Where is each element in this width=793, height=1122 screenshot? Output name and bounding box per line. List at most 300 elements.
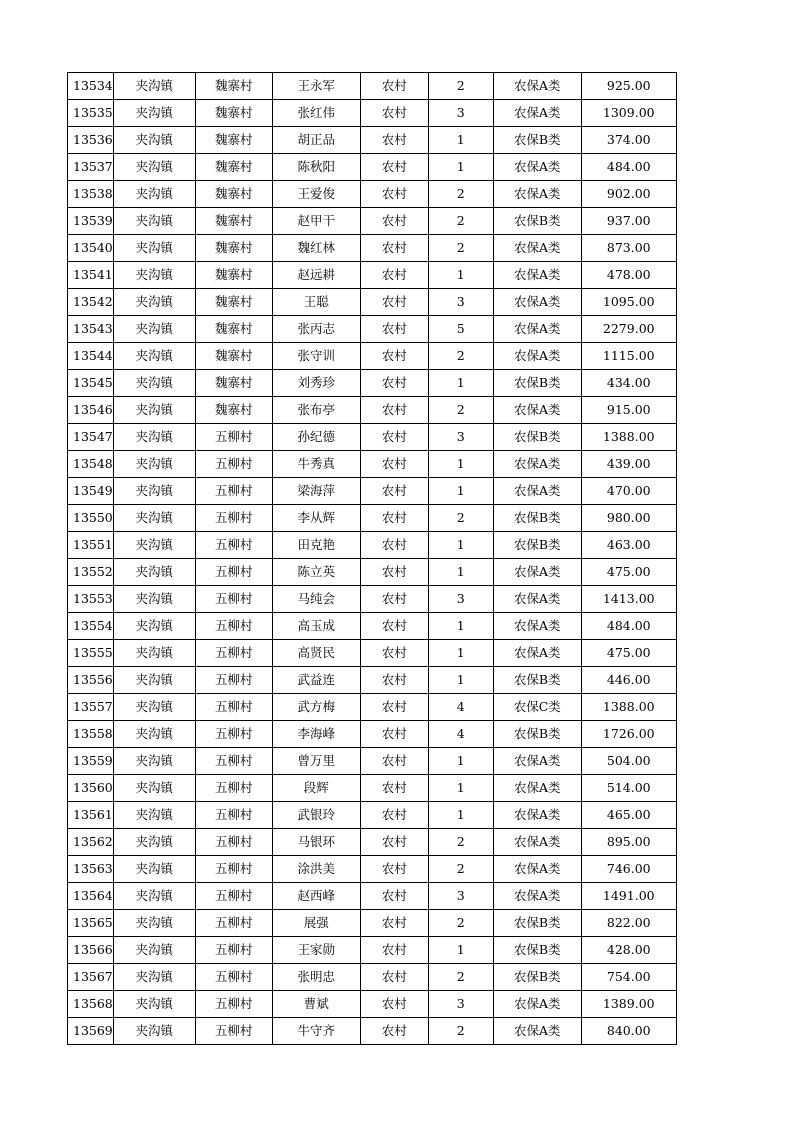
cell-town: 夹沟镇 <box>113 802 195 829</box>
cell-person-name: 李从辉 <box>272 505 360 532</box>
cell-person-name: 王聪 <box>272 289 360 316</box>
cell-person-name: 牛守齐 <box>272 1018 360 1045</box>
table-row <box>68 1018 677 1045</box>
cell-village: 五柳村 <box>195 586 272 613</box>
cell-record-id: 13546 <box>68 397 114 424</box>
cell-area-type: 农村 <box>360 532 428 559</box>
cell-person-name: 张丙志 <box>272 316 360 343</box>
cell-town: 夹沟镇 <box>113 451 195 478</box>
table-row <box>68 964 677 991</box>
table-row <box>68 478 677 505</box>
cell-household-count: 1 <box>428 775 493 802</box>
cell-household-count: 2 <box>428 829 493 856</box>
cell-village: 魏寨村 <box>195 370 272 397</box>
cell-insurance-category: 农保C类 <box>493 694 581 721</box>
cell-area-type: 农村 <box>360 100 428 127</box>
cell-household-count: 1 <box>428 370 493 397</box>
cell-area-type: 农村 <box>360 802 428 829</box>
cell-amount: 925.00 <box>581 73 676 100</box>
cell-village: 魏寨村 <box>195 397 272 424</box>
cell-household-count: 2 <box>428 910 493 937</box>
cell-amount: 754.00 <box>581 964 676 991</box>
cell-person-name: 涂洪美 <box>272 856 360 883</box>
cell-insurance-category: 农保A类 <box>493 154 581 181</box>
cell-amount: 1413.00 <box>581 586 676 613</box>
cell-person-name: 赵西峰 <box>272 883 360 910</box>
cell-person-name: 刘秀珍 <box>272 370 360 397</box>
cell-area-type: 农村 <box>360 991 428 1018</box>
cell-person-name: 田克艳 <box>272 532 360 559</box>
table-row <box>68 100 677 127</box>
cell-insurance-category: 农保B类 <box>493 667 581 694</box>
cell-village: 魏寨村 <box>195 316 272 343</box>
cell-area-type: 农村 <box>360 505 428 532</box>
cell-insurance-category: 农保A类 <box>493 235 581 262</box>
cell-insurance-category: 农保A类 <box>493 640 581 667</box>
cell-record-id: 13539 <box>68 208 114 235</box>
cell-town: 夹沟镇 <box>113 586 195 613</box>
cell-record-id: 13544 <box>68 343 114 370</box>
cell-amount: 822.00 <box>581 910 676 937</box>
table-row <box>68 208 677 235</box>
cell-household-count: 2 <box>428 964 493 991</box>
cell-village: 魏寨村 <box>195 208 272 235</box>
cell-village: 魏寨村 <box>195 262 272 289</box>
cell-household-count: 1 <box>428 937 493 964</box>
table-row <box>68 424 677 451</box>
cell-area-type: 农村 <box>360 748 428 775</box>
cell-record-id: 13557 <box>68 694 114 721</box>
cell-town: 夹沟镇 <box>113 235 195 262</box>
cell-person-name: 孙纪德 <box>272 424 360 451</box>
cell-person-name: 陈立英 <box>272 559 360 586</box>
cell-town: 夹沟镇 <box>113 505 195 532</box>
cell-household-count: 3 <box>428 586 493 613</box>
cell-village: 五柳村 <box>195 910 272 937</box>
cell-record-id: 13556 <box>68 667 114 694</box>
cell-person-name: 段辉 <box>272 775 360 802</box>
cell-area-type: 农村 <box>360 559 428 586</box>
cell-person-name: 张红伟 <box>272 100 360 127</box>
cell-insurance-category: 农保A类 <box>493 829 581 856</box>
cell-town: 夹沟镇 <box>113 316 195 343</box>
cell-household-count: 2 <box>428 343 493 370</box>
cell-insurance-category: 农保B类 <box>493 910 581 937</box>
cell-village: 魏寨村 <box>195 154 272 181</box>
cell-amount: 428.00 <box>581 937 676 964</box>
cell-amount: 1726.00 <box>581 721 676 748</box>
cell-record-id: 13552 <box>68 559 114 586</box>
cell-amount: 484.00 <box>581 154 676 181</box>
cell-record-id: 13550 <box>68 505 114 532</box>
cell-amount: 2279.00 <box>581 316 676 343</box>
cell-person-name: 赵甲干 <box>272 208 360 235</box>
table-row <box>68 856 677 883</box>
cell-amount: 475.00 <box>581 559 676 586</box>
cell-town: 夹沟镇 <box>113 1018 195 1045</box>
table-row <box>68 721 677 748</box>
cell-person-name: 王家勋 <box>272 937 360 964</box>
table-row <box>68 73 677 100</box>
cell-person-name: 武益连 <box>272 667 360 694</box>
cell-record-id: 13562 <box>68 829 114 856</box>
cell-area-type: 农村 <box>360 262 428 289</box>
cell-town: 夹沟镇 <box>113 910 195 937</box>
cell-record-id: 13547 <box>68 424 114 451</box>
cell-household-count: 2 <box>428 73 493 100</box>
cell-insurance-category: 农保A类 <box>493 748 581 775</box>
cell-record-id: 13537 <box>68 154 114 181</box>
cell-record-id: 13564 <box>68 883 114 910</box>
cell-area-type: 农村 <box>360 370 428 397</box>
cell-record-id: 13567 <box>68 964 114 991</box>
cell-village: 五柳村 <box>195 505 272 532</box>
cell-record-id: 13559 <box>68 748 114 775</box>
cell-village: 五柳村 <box>195 613 272 640</box>
cell-person-name: 高贤民 <box>272 640 360 667</box>
cell-record-id: 13548 <box>68 451 114 478</box>
cell-insurance-category: 农保B类 <box>493 505 581 532</box>
cell-village: 五柳村 <box>195 856 272 883</box>
cell-record-id: 13560 <box>68 775 114 802</box>
cell-insurance-category: 农保B类 <box>493 532 581 559</box>
cell-town: 夹沟镇 <box>113 694 195 721</box>
cell-insurance-category: 农保A类 <box>493 73 581 100</box>
cell-area-type: 农村 <box>360 964 428 991</box>
cell-town: 夹沟镇 <box>113 154 195 181</box>
cell-amount: 937.00 <box>581 208 676 235</box>
cell-area-type: 农村 <box>360 343 428 370</box>
cell-village: 魏寨村 <box>195 235 272 262</box>
cell-town: 夹沟镇 <box>113 991 195 1018</box>
cell-area-type: 农村 <box>360 424 428 451</box>
table-row <box>68 181 677 208</box>
cell-amount: 1388.00 <box>581 424 676 451</box>
cell-record-id: 13555 <box>68 640 114 667</box>
cell-area-type: 农村 <box>360 910 428 937</box>
cell-insurance-category: 农保A类 <box>493 1018 581 1045</box>
table-row <box>68 991 677 1018</box>
cell-household-count: 3 <box>428 883 493 910</box>
cell-record-id: 13554 <box>68 613 114 640</box>
cell-amount: 980.00 <box>581 505 676 532</box>
cell-town: 夹沟镇 <box>113 370 195 397</box>
cell-area-type: 农村 <box>360 451 428 478</box>
cell-area-type: 农村 <box>360 154 428 181</box>
cell-record-id: 13540 <box>68 235 114 262</box>
table-row <box>68 937 677 964</box>
cell-village: 五柳村 <box>195 640 272 667</box>
cell-record-id: 13549 <box>68 478 114 505</box>
table-row <box>68 397 677 424</box>
cell-household-count: 3 <box>428 100 493 127</box>
cell-person-name: 张守训 <box>272 343 360 370</box>
cell-town: 夹沟镇 <box>113 343 195 370</box>
cell-area-type: 农村 <box>360 667 428 694</box>
cell-town: 夹沟镇 <box>113 856 195 883</box>
cell-insurance-category: 农保A类 <box>493 775 581 802</box>
cell-record-id: 13543 <box>68 316 114 343</box>
cell-record-id: 13563 <box>68 856 114 883</box>
cell-record-id: 13566 <box>68 937 114 964</box>
cell-village: 五柳村 <box>195 559 272 586</box>
cell-household-count: 2 <box>428 397 493 424</box>
cell-household-count: 1 <box>428 532 493 559</box>
cell-area-type: 农村 <box>360 640 428 667</box>
cell-town: 夹沟镇 <box>113 127 195 154</box>
cell-person-name: 张明忠 <box>272 964 360 991</box>
cell-village: 五柳村 <box>195 883 272 910</box>
cell-area-type: 农村 <box>360 181 428 208</box>
cell-village: 五柳村 <box>195 667 272 694</box>
cell-amount: 475.00 <box>581 640 676 667</box>
cell-insurance-category: 农保B类 <box>493 424 581 451</box>
cell-area-type: 农村 <box>360 829 428 856</box>
cell-amount: 463.00 <box>581 532 676 559</box>
cell-amount: 1491.00 <box>581 883 676 910</box>
cell-town: 夹沟镇 <box>113 289 195 316</box>
cell-town: 夹沟镇 <box>113 262 195 289</box>
cell-insurance-category: 农保B类 <box>493 964 581 991</box>
cell-town: 夹沟镇 <box>113 964 195 991</box>
cell-area-type: 农村 <box>360 127 428 154</box>
cell-insurance-category: 农保A类 <box>493 586 581 613</box>
cell-amount: 1388.00 <box>581 694 676 721</box>
cell-person-name: 高玉成 <box>272 613 360 640</box>
cell-record-id: 13551 <box>68 532 114 559</box>
table-body <box>68 73 677 1045</box>
table-row <box>68 559 677 586</box>
cell-area-type: 农村 <box>360 775 428 802</box>
cell-household-count: 1 <box>428 667 493 694</box>
cell-record-id: 13534 <box>68 73 114 100</box>
cell-insurance-category: 农保A类 <box>493 451 581 478</box>
cell-town: 夹沟镇 <box>113 559 195 586</box>
cell-household-count: 2 <box>428 181 493 208</box>
table-row <box>68 505 677 532</box>
cell-town: 夹沟镇 <box>113 721 195 748</box>
cell-person-name: 陈秋阳 <box>272 154 360 181</box>
cell-village: 五柳村 <box>195 937 272 964</box>
cell-village: 魏寨村 <box>195 73 272 100</box>
cell-area-type: 农村 <box>360 721 428 748</box>
cell-person-name: 王永军 <box>272 73 360 100</box>
cell-insurance-category: 农保B类 <box>493 208 581 235</box>
cell-amount: 895.00 <box>581 829 676 856</box>
table-row <box>68 127 677 154</box>
data-table <box>67 72 677 1045</box>
table-row <box>68 343 677 370</box>
cell-person-name: 王爱俊 <box>272 181 360 208</box>
cell-insurance-category: 农保A类 <box>493 262 581 289</box>
cell-amount: 478.00 <box>581 262 676 289</box>
cell-insurance-category: 农保A类 <box>493 613 581 640</box>
cell-record-id: 13535 <box>68 100 114 127</box>
cell-household-count: 2 <box>428 208 493 235</box>
table-row <box>68 775 677 802</box>
cell-village: 五柳村 <box>195 721 272 748</box>
cell-insurance-category: 农保B类 <box>493 937 581 964</box>
cell-insurance-category: 农保A类 <box>493 181 581 208</box>
cell-amount: 374.00 <box>581 127 676 154</box>
cell-amount: 439.00 <box>581 451 676 478</box>
table-row <box>68 613 677 640</box>
cell-area-type: 农村 <box>360 856 428 883</box>
cell-amount: 434.00 <box>581 370 676 397</box>
cell-household-count: 5 <box>428 316 493 343</box>
cell-amount: 1115.00 <box>581 343 676 370</box>
cell-household-count: 4 <box>428 721 493 748</box>
cell-record-id: 13541 <box>68 262 114 289</box>
cell-insurance-category: 农保A类 <box>493 397 581 424</box>
cell-insurance-category: 农保A类 <box>493 856 581 883</box>
cell-person-name: 马纯会 <box>272 586 360 613</box>
cell-person-name: 李海峰 <box>272 721 360 748</box>
cell-town: 夹沟镇 <box>113 883 195 910</box>
cell-area-type: 农村 <box>360 1018 428 1045</box>
cell-village: 五柳村 <box>195 424 272 451</box>
cell-person-name: 曹斌 <box>272 991 360 1018</box>
cell-area-type: 农村 <box>360 397 428 424</box>
cell-amount: 746.00 <box>581 856 676 883</box>
cell-person-name: 胡正品 <box>272 127 360 154</box>
cell-town: 夹沟镇 <box>113 775 195 802</box>
cell-record-id: 13568 <box>68 991 114 1018</box>
cell-household-count: 1 <box>428 262 493 289</box>
table-row <box>68 316 677 343</box>
table-row <box>68 586 677 613</box>
cell-person-name: 武银玲 <box>272 802 360 829</box>
cell-village: 五柳村 <box>195 775 272 802</box>
cell-household-count: 1 <box>428 154 493 181</box>
cell-town: 夹沟镇 <box>113 100 195 127</box>
cell-town: 夹沟镇 <box>113 478 195 505</box>
table-row <box>68 451 677 478</box>
table-row <box>68 667 677 694</box>
table-row <box>68 640 677 667</box>
cell-amount: 915.00 <box>581 397 676 424</box>
table-row <box>68 262 677 289</box>
cell-insurance-category: 农保A类 <box>493 316 581 343</box>
cell-insurance-category: 农保B类 <box>493 127 581 154</box>
cell-village: 五柳村 <box>195 991 272 1018</box>
cell-household-count: 2 <box>428 856 493 883</box>
cell-record-id: 13542 <box>68 289 114 316</box>
cell-household-count: 3 <box>428 991 493 1018</box>
cell-amount: 1095.00 <box>581 289 676 316</box>
cell-amount: 1389.00 <box>581 991 676 1018</box>
cell-village: 魏寨村 <box>195 289 272 316</box>
cell-insurance-category: 农保B类 <box>493 370 581 397</box>
cell-town: 夹沟镇 <box>113 937 195 964</box>
cell-record-id: 13558 <box>68 721 114 748</box>
cell-town: 夹沟镇 <box>113 829 195 856</box>
cell-amount: 514.00 <box>581 775 676 802</box>
cell-household-count: 2 <box>428 1018 493 1045</box>
cell-area-type: 农村 <box>360 73 428 100</box>
cell-amount: 1309.00 <box>581 100 676 127</box>
cell-person-name: 曾万里 <box>272 748 360 775</box>
cell-amount: 873.00 <box>581 235 676 262</box>
table-row <box>68 370 677 397</box>
cell-amount: 484.00 <box>581 613 676 640</box>
table-row <box>68 802 677 829</box>
cell-area-type: 农村 <box>360 694 428 721</box>
cell-household-count: 1 <box>428 478 493 505</box>
cell-person-name: 牛秀真 <box>272 451 360 478</box>
cell-household-count: 1 <box>428 640 493 667</box>
cell-record-id: 13536 <box>68 127 114 154</box>
cell-town: 夹沟镇 <box>113 73 195 100</box>
cell-household-count: 1 <box>428 451 493 478</box>
cell-village: 五柳村 <box>195 748 272 775</box>
cell-town: 夹沟镇 <box>113 397 195 424</box>
cell-town: 夹沟镇 <box>113 532 195 559</box>
cell-person-name: 马银环 <box>272 829 360 856</box>
table-row <box>68 829 677 856</box>
cell-household-count: 1 <box>428 127 493 154</box>
cell-household-count: 1 <box>428 748 493 775</box>
cell-town: 夹沟镇 <box>113 181 195 208</box>
cell-record-id: 13569 <box>68 1018 114 1045</box>
cell-village: 五柳村 <box>195 694 272 721</box>
cell-amount: 446.00 <box>581 667 676 694</box>
cell-town: 夹沟镇 <box>113 208 195 235</box>
cell-area-type: 农村 <box>360 289 428 316</box>
cell-insurance-category: 农保A类 <box>493 802 581 829</box>
cell-household-count: 2 <box>428 505 493 532</box>
table-row <box>68 235 677 262</box>
cell-town: 夹沟镇 <box>113 667 195 694</box>
cell-village: 五柳村 <box>195 802 272 829</box>
table-row <box>68 694 677 721</box>
cell-area-type: 农村 <box>360 883 428 910</box>
cell-area-type: 农村 <box>360 208 428 235</box>
cell-village: 魏寨村 <box>195 127 272 154</box>
cell-record-id: 13565 <box>68 910 114 937</box>
table-row <box>68 748 677 775</box>
cell-household-count: 1 <box>428 559 493 586</box>
cell-amount: 902.00 <box>581 181 676 208</box>
cell-village: 五柳村 <box>195 532 272 559</box>
cell-area-type: 农村 <box>360 478 428 505</box>
cell-town: 夹沟镇 <box>113 424 195 451</box>
cell-person-name: 武方梅 <box>272 694 360 721</box>
cell-insurance-category: 农保A类 <box>493 343 581 370</box>
cell-area-type: 农村 <box>360 613 428 640</box>
table-row <box>68 910 677 937</box>
cell-area-type: 农村 <box>360 937 428 964</box>
cell-insurance-category: 农保A类 <box>493 883 581 910</box>
cell-area-type: 农村 <box>360 316 428 343</box>
cell-record-id: 13561 <box>68 802 114 829</box>
cell-insurance-category: 农保A类 <box>493 559 581 586</box>
cell-household-count: 2 <box>428 235 493 262</box>
cell-household-count: 1 <box>428 802 493 829</box>
cell-area-type: 农村 <box>360 586 428 613</box>
cell-amount: 465.00 <box>581 802 676 829</box>
cell-insurance-category: 农保A类 <box>493 289 581 316</box>
cell-town: 夹沟镇 <box>113 613 195 640</box>
cell-amount: 504.00 <box>581 748 676 775</box>
cell-village: 五柳村 <box>195 451 272 478</box>
cell-insurance-category: 农保A类 <box>493 478 581 505</box>
cell-person-name: 梁海萍 <box>272 478 360 505</box>
table-row <box>68 883 677 910</box>
cell-amount: 470.00 <box>581 478 676 505</box>
cell-village: 五柳村 <box>195 829 272 856</box>
cell-household-count: 3 <box>428 424 493 451</box>
